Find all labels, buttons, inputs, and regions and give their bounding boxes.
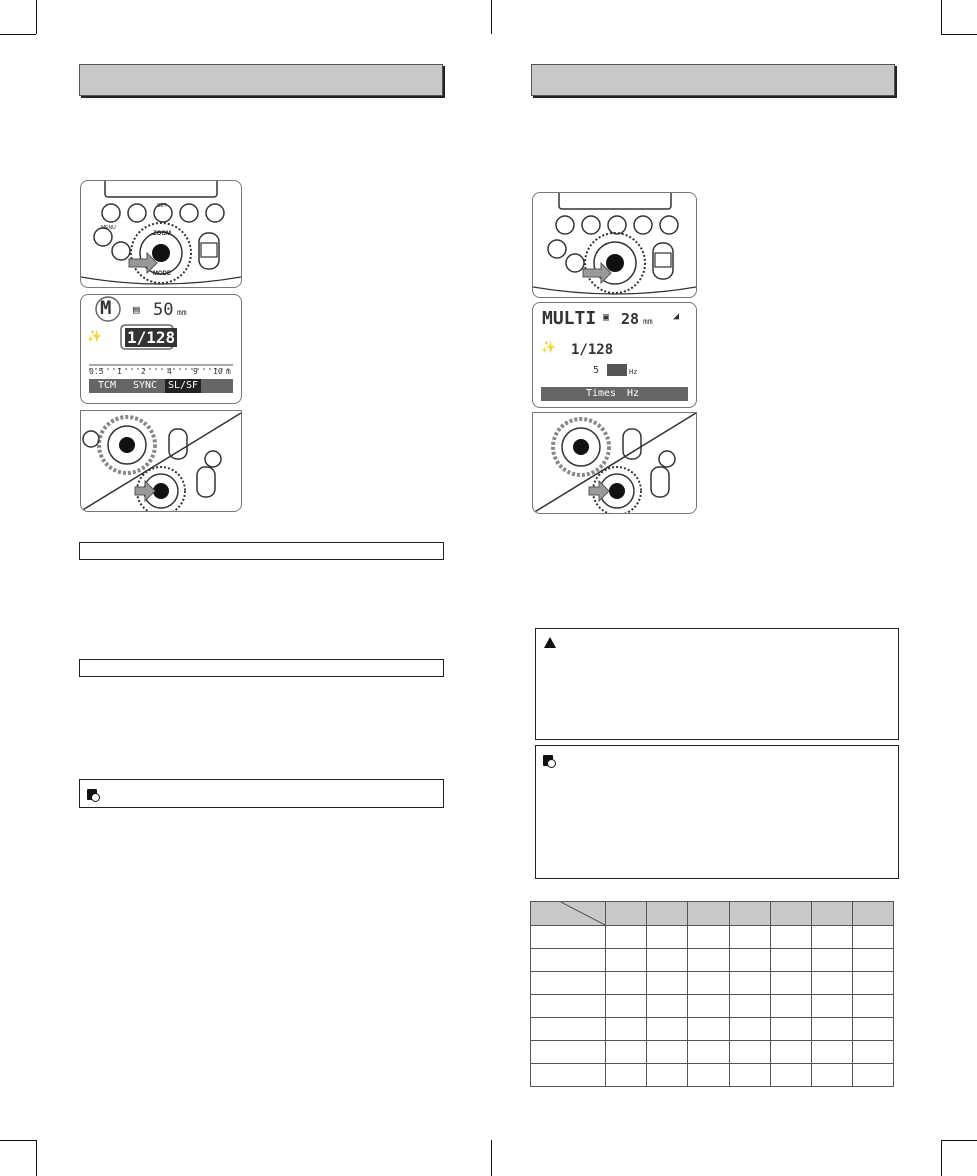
lcd-frequency-unit: Hz — [629, 368, 638, 376]
left-header-bar — [79, 64, 443, 96]
right-lcd-display — [532, 302, 697, 408]
table-row — [531, 995, 894, 1018]
menu-item-sync: SYNC — [132, 380, 158, 391]
left-section-two-bar — [79, 659, 444, 677]
dial-mode-label: MODE — [153, 271, 171, 277]
left-flash-back-illustration — [80, 180, 242, 288]
crop-mark — [0, 34, 36, 35]
right-note-box — [535, 745, 899, 879]
left-dial-operation-illustration — [80, 410, 242, 512]
right-data-table — [530, 901, 894, 1087]
table-header-cell — [647, 902, 688, 926]
flash-exposure-icon: ✨ — [541, 340, 556, 354]
crop-mark — [36, 1140, 37, 1176]
lcd-mode-text: MULTI — [542, 308, 597, 329]
lcd-times-value: 5 — [593, 365, 600, 376]
dial-operation-drawing — [533, 413, 696, 513]
lcd-menu-strip — [89, 379, 233, 393]
table-corner-cell — [531, 902, 606, 926]
right-header-bar — [531, 64, 895, 96]
scale-unit: m — [226, 367, 231, 376]
menu-item-tcm: TCM — [97, 380, 117, 391]
diagonal-divider — [531, 902, 605, 925]
set-label: SET — [157, 203, 167, 209]
table-header-cell — [852, 902, 893, 926]
lcd-power-value: 1/128 — [571, 342, 614, 358]
center-mark — [491, 1140, 492, 1176]
table-header-cell — [606, 902, 647, 926]
zoom-head-icon: ▤ — [133, 303, 140, 316]
table-row — [531, 1064, 894, 1087]
lcd-zoom-value: 50 — [153, 300, 174, 320]
note-info-icon — [87, 789, 97, 800]
center-mark — [491, 0, 492, 34]
table-row — [531, 949, 894, 972]
dial-zoom-label: ZOOM — [153, 231, 171, 237]
crop-mark — [941, 1140, 977, 1141]
flash-back-drawing — [533, 193, 696, 297]
menu-item-times: Times — [585, 388, 617, 399]
crop-mark — [941, 34, 977, 35]
table-row — [531, 1018, 894, 1041]
scale-tick-label: 10 — [213, 367, 223, 376]
flash-exposure-icon: ✨ — [87, 329, 102, 343]
menu-label: MENU — [101, 225, 116, 231]
crop-mark — [941, 0, 942, 34]
sound-icon: ◢ — [673, 311, 680, 322]
scale-tick-label: 0.5 — [89, 367, 104, 376]
lcd-hz-value-box — [607, 364, 627, 376]
lcd-zoom-value: 28 — [621, 310, 640, 328]
table-header-cell — [770, 902, 811, 926]
lcd-menu-strip — [541, 387, 688, 401]
warning-triangle-icon — [544, 637, 556, 648]
table-header-cell — [729, 902, 770, 926]
table-header-cell — [811, 902, 852, 926]
left-lcd-display — [80, 294, 242, 404]
scale-tick-label: 1 — [117, 367, 122, 376]
scale-tick-label: 9 — [193, 367, 198, 376]
lcd-zoom-unit: mm — [177, 308, 187, 317]
table-row — [531, 972, 894, 995]
scale-tick-label: 4 — [167, 367, 172, 376]
menu-item-hz: Hz — [626, 388, 640, 399]
left-section-one-bar — [79, 542, 444, 560]
table-header-row — [531, 902, 894, 926]
crop-mark — [0, 1140, 36, 1141]
table-row — [531, 926, 894, 949]
multi-suffix-icon: ▣ — [603, 312, 610, 323]
menu-item-slsf: SL/SF — [165, 379, 201, 393]
right-dial-operation-illustration — [532, 412, 697, 514]
crop-mark — [36, 0, 37, 34]
distance-scale — [89, 367, 233, 377]
left-note-box — [79, 779, 444, 808]
lcd-mode-letter: M — [100, 297, 112, 319]
lcd-zoom-unit: mm — [643, 317, 653, 326]
table-row — [531, 1041, 894, 1064]
right-flash-back-illustration — [532, 192, 697, 298]
scale-tick-label: 2 — [141, 367, 146, 376]
right-warning-box — [535, 628, 899, 740]
note-info-icon — [543, 755, 553, 766]
lcd-power-value: 1/128 — [127, 328, 176, 347]
dial-operation-drawing — [81, 411, 241, 511]
crop-mark — [941, 1140, 942, 1176]
table-header-cell — [688, 902, 729, 926]
menu-item-blank — [203, 379, 233, 393]
